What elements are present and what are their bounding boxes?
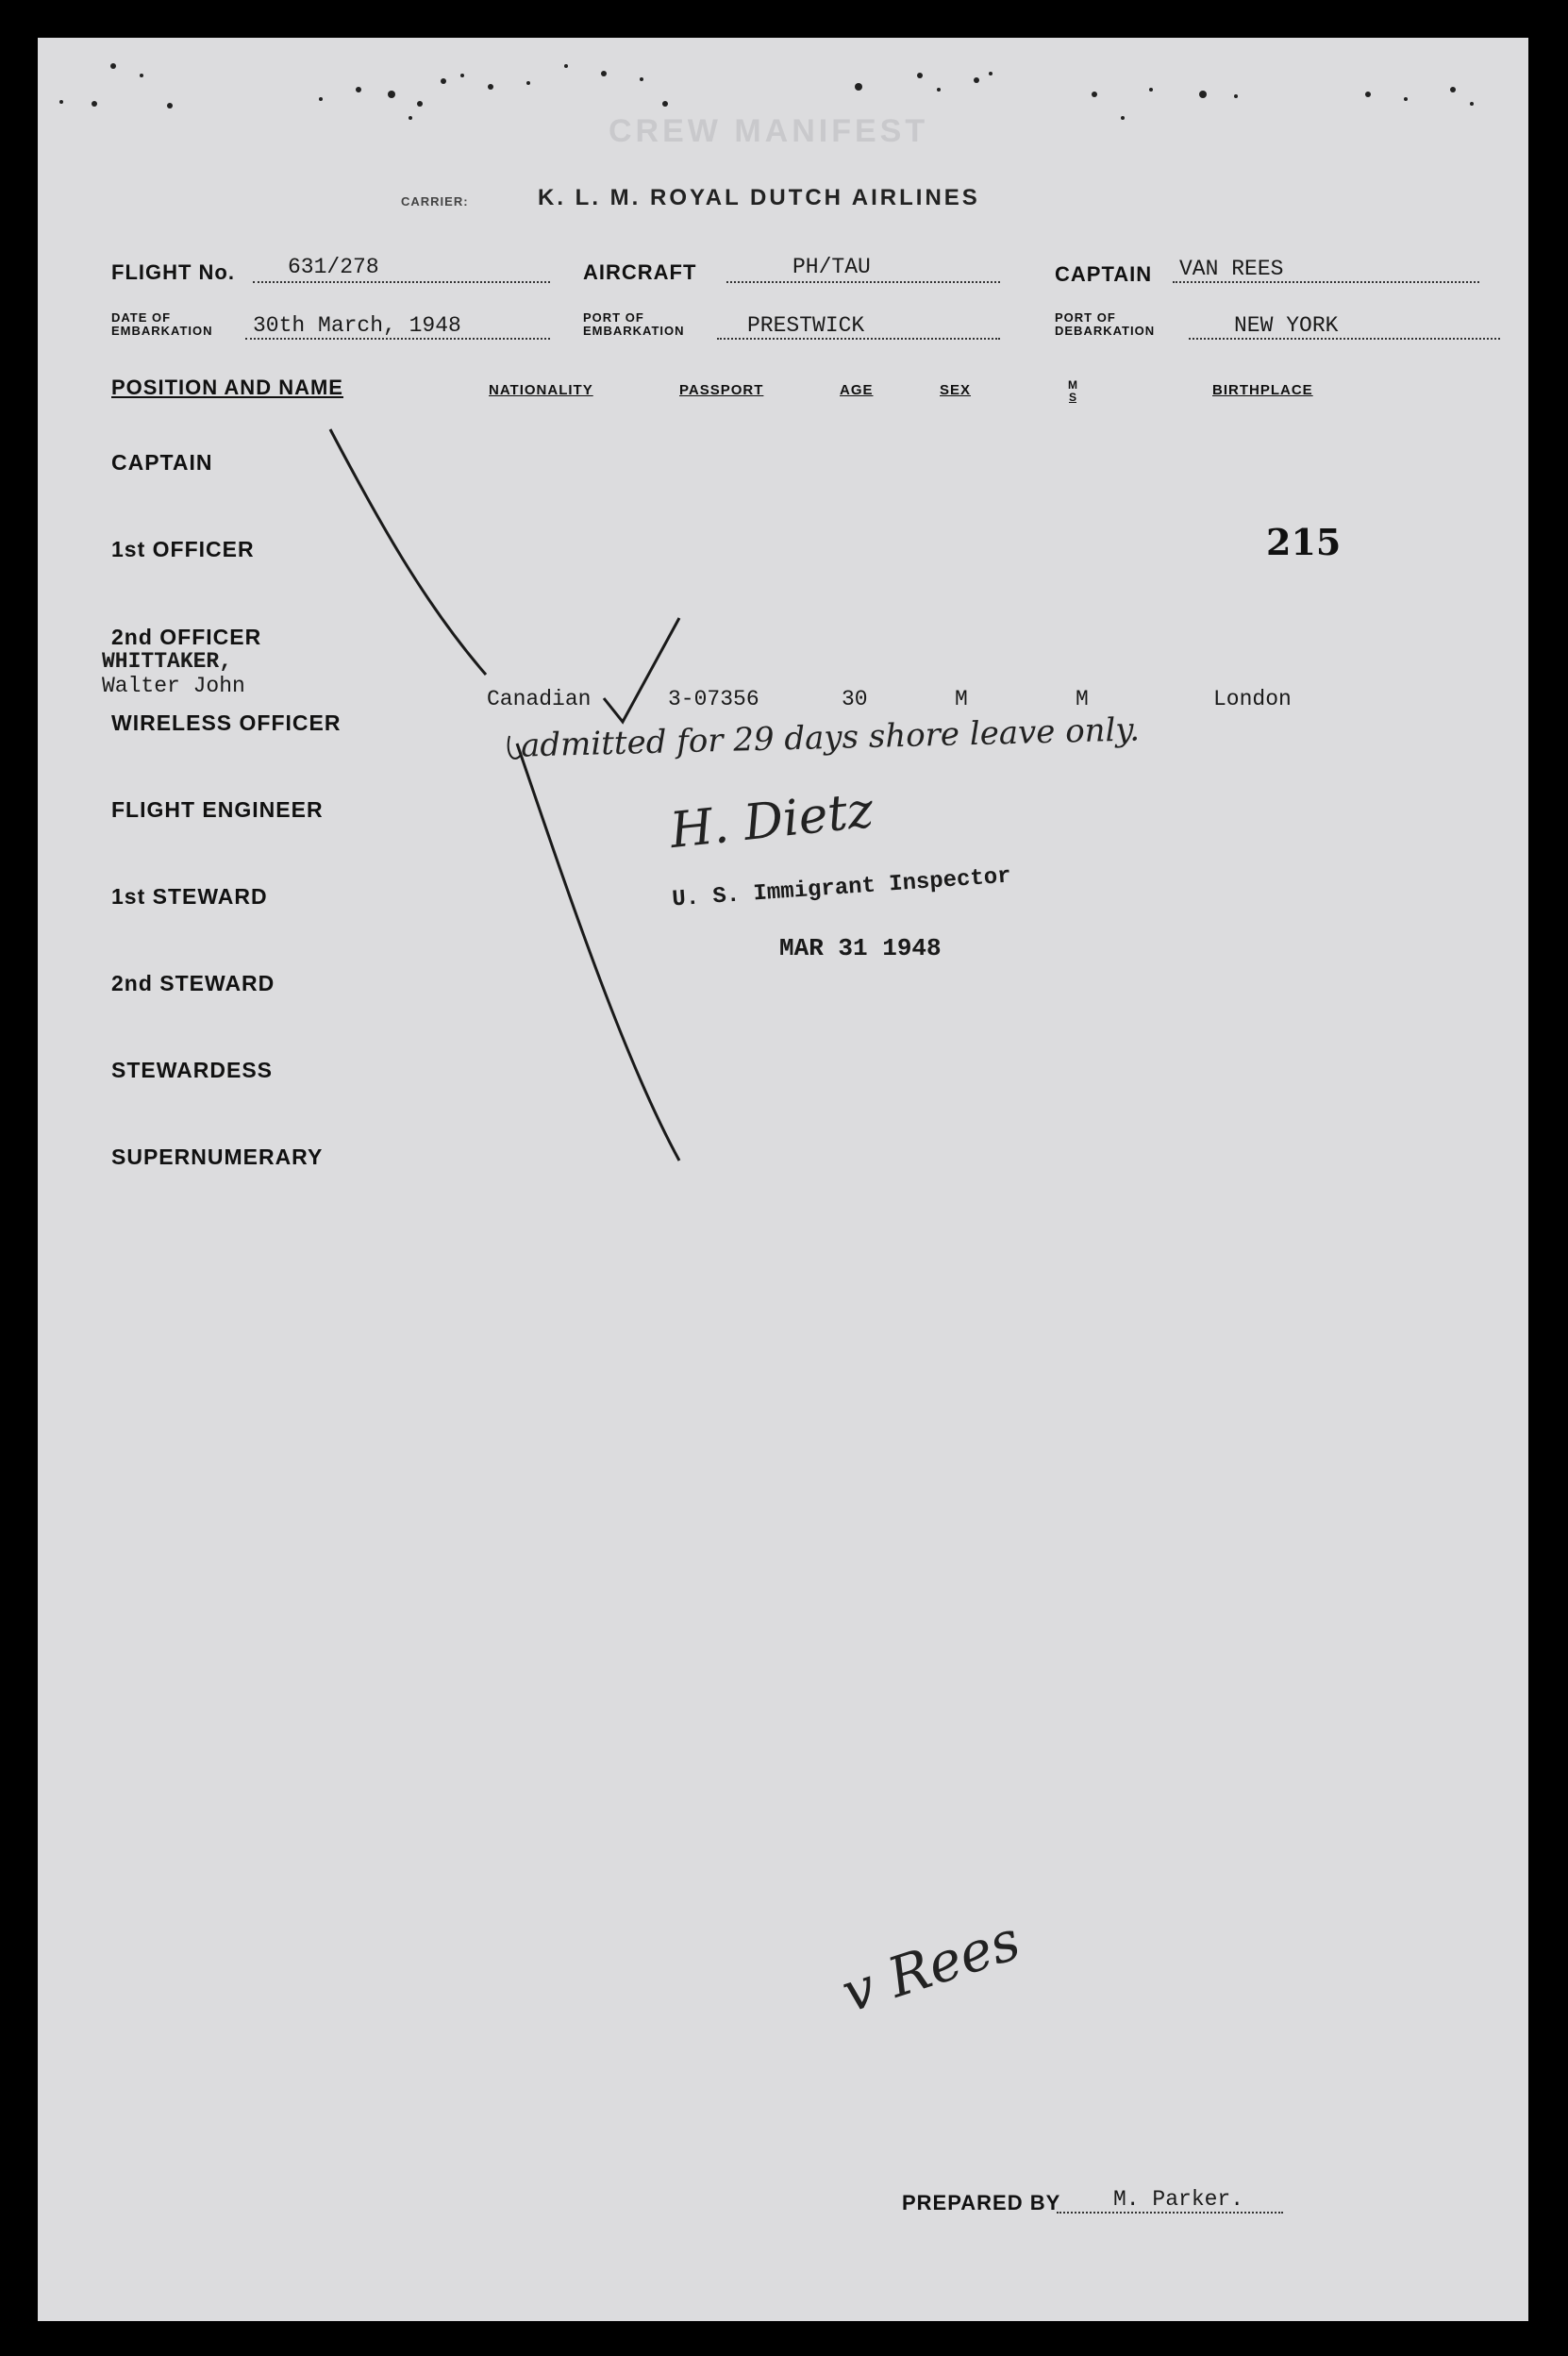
crew-passport: 3-07356 [668,687,759,711]
port-debarkation-label-line-2: DEBARKATION [1055,324,1156,338]
crew-sex: M [955,687,968,711]
date-label-line-1: DATE OF [111,310,172,325]
col-nationality: NATIONALITY [489,382,593,398]
strike-line-upper [330,429,486,675]
position-2nd-officer: 2nd OFFICER [111,625,262,649]
captain-value: VAN REES [1179,257,1284,281]
flight-no-label: FLIGHT No. [111,260,235,284]
col-sex: SEX [940,382,972,398]
handwritten-strokes [38,38,1528,1264]
position-2nd-steward: 2nd STEWARD [111,971,275,995]
position-stewardess: STEWARDESS [111,1058,274,1082]
page-number: 215 [1266,521,1342,563]
port-embarkation-value: PRESTWICK [747,313,865,338]
flight-no-value: 631/278 [288,255,379,279]
port-debarkation-value: NEW YORK [1234,313,1339,338]
col-marital-s: S [1068,391,1076,404]
position-1st-officer: 1st OFFICER [111,537,255,561]
col-birthplace: BIRTHPLACE [1212,382,1313,398]
prepared-by-label: PREPARED BY [902,2191,1061,2214]
position-wireless-officer: WIRELESS OFFICER [111,710,342,735]
crew-marital: M [1076,687,1089,711]
position-flight-engineer: FLIGHT ENGINEER [111,797,324,822]
captain-signature: v Rees [834,1907,1028,2026]
col-age: AGE [840,382,874,398]
position-supernumerary: SUPERNUMERARY [111,1145,324,1169]
prepared-by-line [1057,2212,1283,2214]
carrier-label: CARRIER: [401,194,469,209]
col-position-name: POSITION AND NAME [111,376,343,399]
crew-surname: WHITTAKER, [102,649,233,674]
inspector-stamp-date: MAR 31 1948 [779,934,942,962]
inspector-stamp-title: U. S. Immigrant Inspector [671,863,1012,913]
manifest-sheet [38,38,1528,2321]
carrier-value: K. L. M. ROYAL DUTCH AIRLINES [538,185,980,210]
col-passport: PASSPORT [679,382,764,398]
prepared-by-value: M. Parker. [1113,2187,1244,2212]
date-label-line-2: EMBARKATION [111,324,213,338]
check-mark-icon [604,618,679,722]
col-marital-m: M [1068,378,1077,392]
crew-birthplace: London [1213,687,1292,711]
crew-nationality: Canadian [487,687,592,711]
date-value: 30th March, 1948 [253,313,461,338]
inspector-signature: H. Dietz [667,781,876,861]
aircraft-label: AIRCRAFT [583,260,697,284]
crew-age: 30 [842,687,868,711]
strike-line-lower [517,744,679,1161]
aircraft-value: PH/TAU [792,255,871,279]
manifest-title: CREW MANIFEST [609,113,929,149]
position-captain: CAPTAIN [111,450,213,475]
handwritten-note: admitted for 29 days shore leave only. [520,710,1141,765]
crew-given-names: Walter John [102,674,245,698]
port-embarkation-label-line-2: EMBARKATION [583,324,685,338]
captain-label: CAPTAIN [1055,262,1153,286]
position-1st-steward: 1st STEWARD [111,884,268,909]
port-debarkation-label-line-1: PORT OF [1055,310,1116,325]
port-embarkation-label-line-1: PORT OF [583,310,644,325]
